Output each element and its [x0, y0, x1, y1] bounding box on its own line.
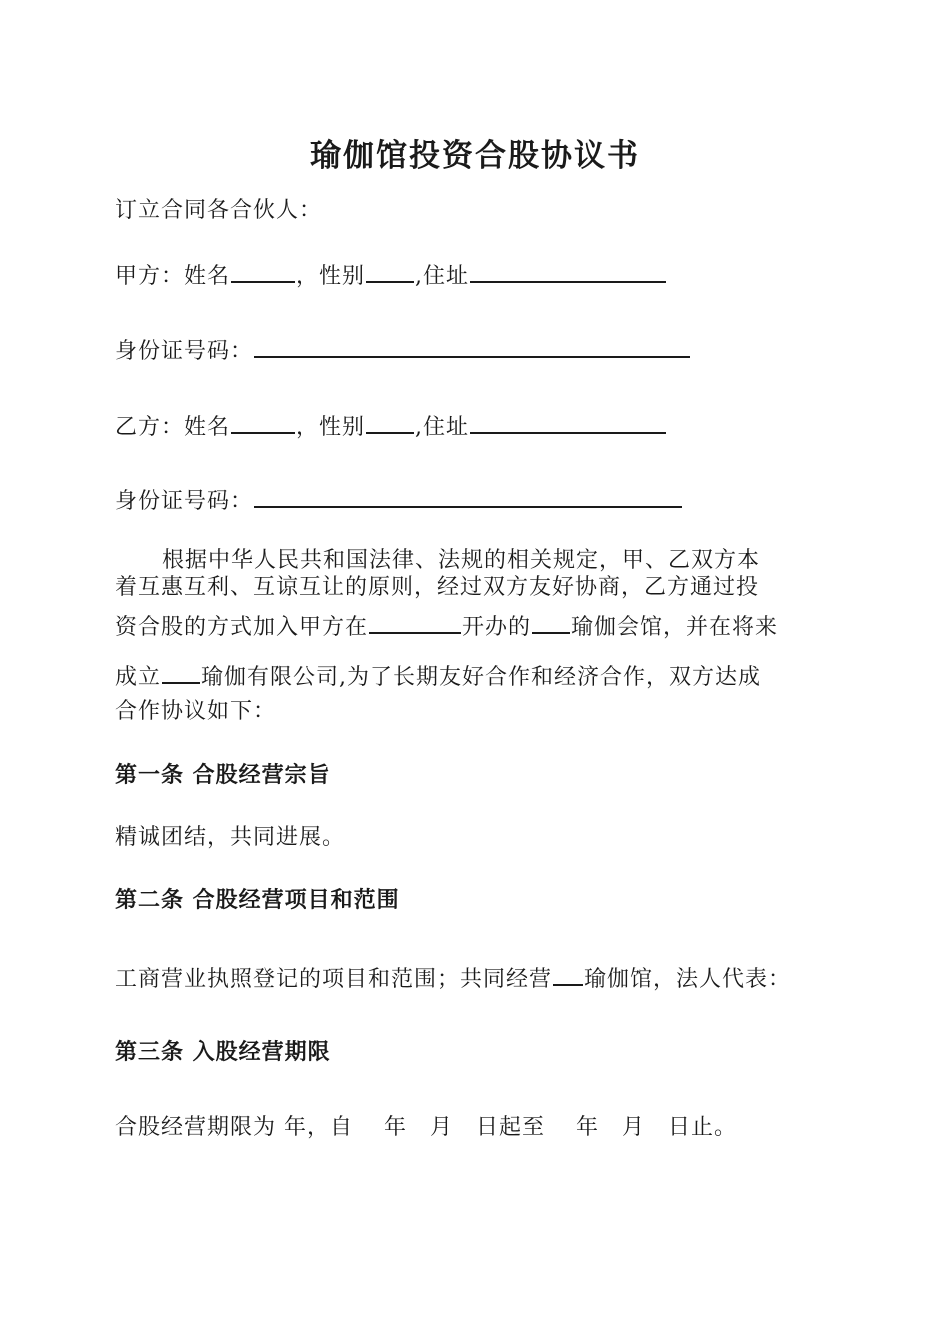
- party-a-id-label: 身份证号码：: [115, 339, 254, 364]
- preamble-line-1: 根据中华人民共和国法律、法规的相关规定，甲、乙双方本: [162, 548, 761, 573]
- party-b-name-label: 乙方：姓名: [115, 415, 231, 440]
- preamble-line-4-b: 瑜伽有限公司,为了长期友好合作和经济合作，双方达成: [201, 665, 762, 690]
- preamble-line-3-a: 资合股的方式加入甲方在: [115, 615, 369, 640]
- party-a-id-blank[interactable]: [254, 334, 690, 358]
- managed-club-blank[interactable]: [553, 962, 583, 986]
- party-b-gender-label: ，性别: [296, 415, 366, 440]
- party-b-gender-blank[interactable]: [366, 410, 414, 434]
- article-1-heading: 第一条 合股经营宗旨: [115, 763, 331, 788]
- preamble-line-3: [115, 610, 778, 643]
- article-2-body-a: 工商营业执照登记的项目和范围；共同经营: [115, 967, 553, 992]
- article-1-body: 精诚团结，共同进展。: [115, 825, 346, 850]
- article-2-body-b: 瑜伽馆，法人代表：: [584, 967, 792, 992]
- party-b-address-label: ,住址: [415, 415, 470, 440]
- party-a-gender-label: ，性别: [296, 264, 366, 289]
- party-b-id-blank[interactable]: [254, 484, 682, 508]
- party-a-name-label: 甲方：姓名: [115, 264, 231, 289]
- party-a-line: [115, 259, 667, 292]
- location-blank[interactable]: [369, 610, 461, 634]
- party-b-line: [115, 410, 667, 443]
- preamble-line-3-c: 瑜伽会馆，并在将来: [571, 615, 779, 640]
- article-3-body: 合股经营期限为 年，自 年 月 日起至 年 月 日止。: [115, 1115, 737, 1140]
- party-b-id-line: [115, 484, 683, 517]
- party-b-address-blank[interactable]: [470, 410, 666, 434]
- preamble-line-5: 合作协议如下：: [115, 699, 277, 724]
- preamble-line-4: [115, 660, 761, 693]
- club-name-blank[interactable]: [532, 610, 570, 634]
- document-title: 瑜伽馆投资合股协议书: [310, 138, 640, 174]
- article-2-heading: 第二条 合股经营项目和范围: [115, 888, 400, 913]
- article-2-body: [115, 962, 791, 995]
- party-a-id-line: [115, 334, 691, 367]
- company-name-blank[interactable]: [162, 660, 200, 684]
- party-a-gender-blank[interactable]: [366, 259, 414, 283]
- preamble-line-2: 着互惠互利、互谅互让的原则，经过双方友好协商，乙方通过投: [115, 575, 760, 600]
- party-a-name-blank[interactable]: [231, 259, 295, 283]
- article-3-heading: 第三条 入股经营期限: [115, 1040, 331, 1065]
- party-b-id-label: 身份证号码：: [115, 489, 254, 514]
- preamble-line-4-a: 成立: [115, 665, 162, 690]
- party-a-address-label: ,住址: [415, 264, 470, 289]
- preamble-line-3-b: 开办的: [462, 615, 532, 640]
- party-b-name-blank[interactable]: [231, 410, 295, 434]
- party-a-address-blank[interactable]: [470, 259, 666, 283]
- intro-line: 订立合同各合伙人：: [115, 198, 323, 223]
